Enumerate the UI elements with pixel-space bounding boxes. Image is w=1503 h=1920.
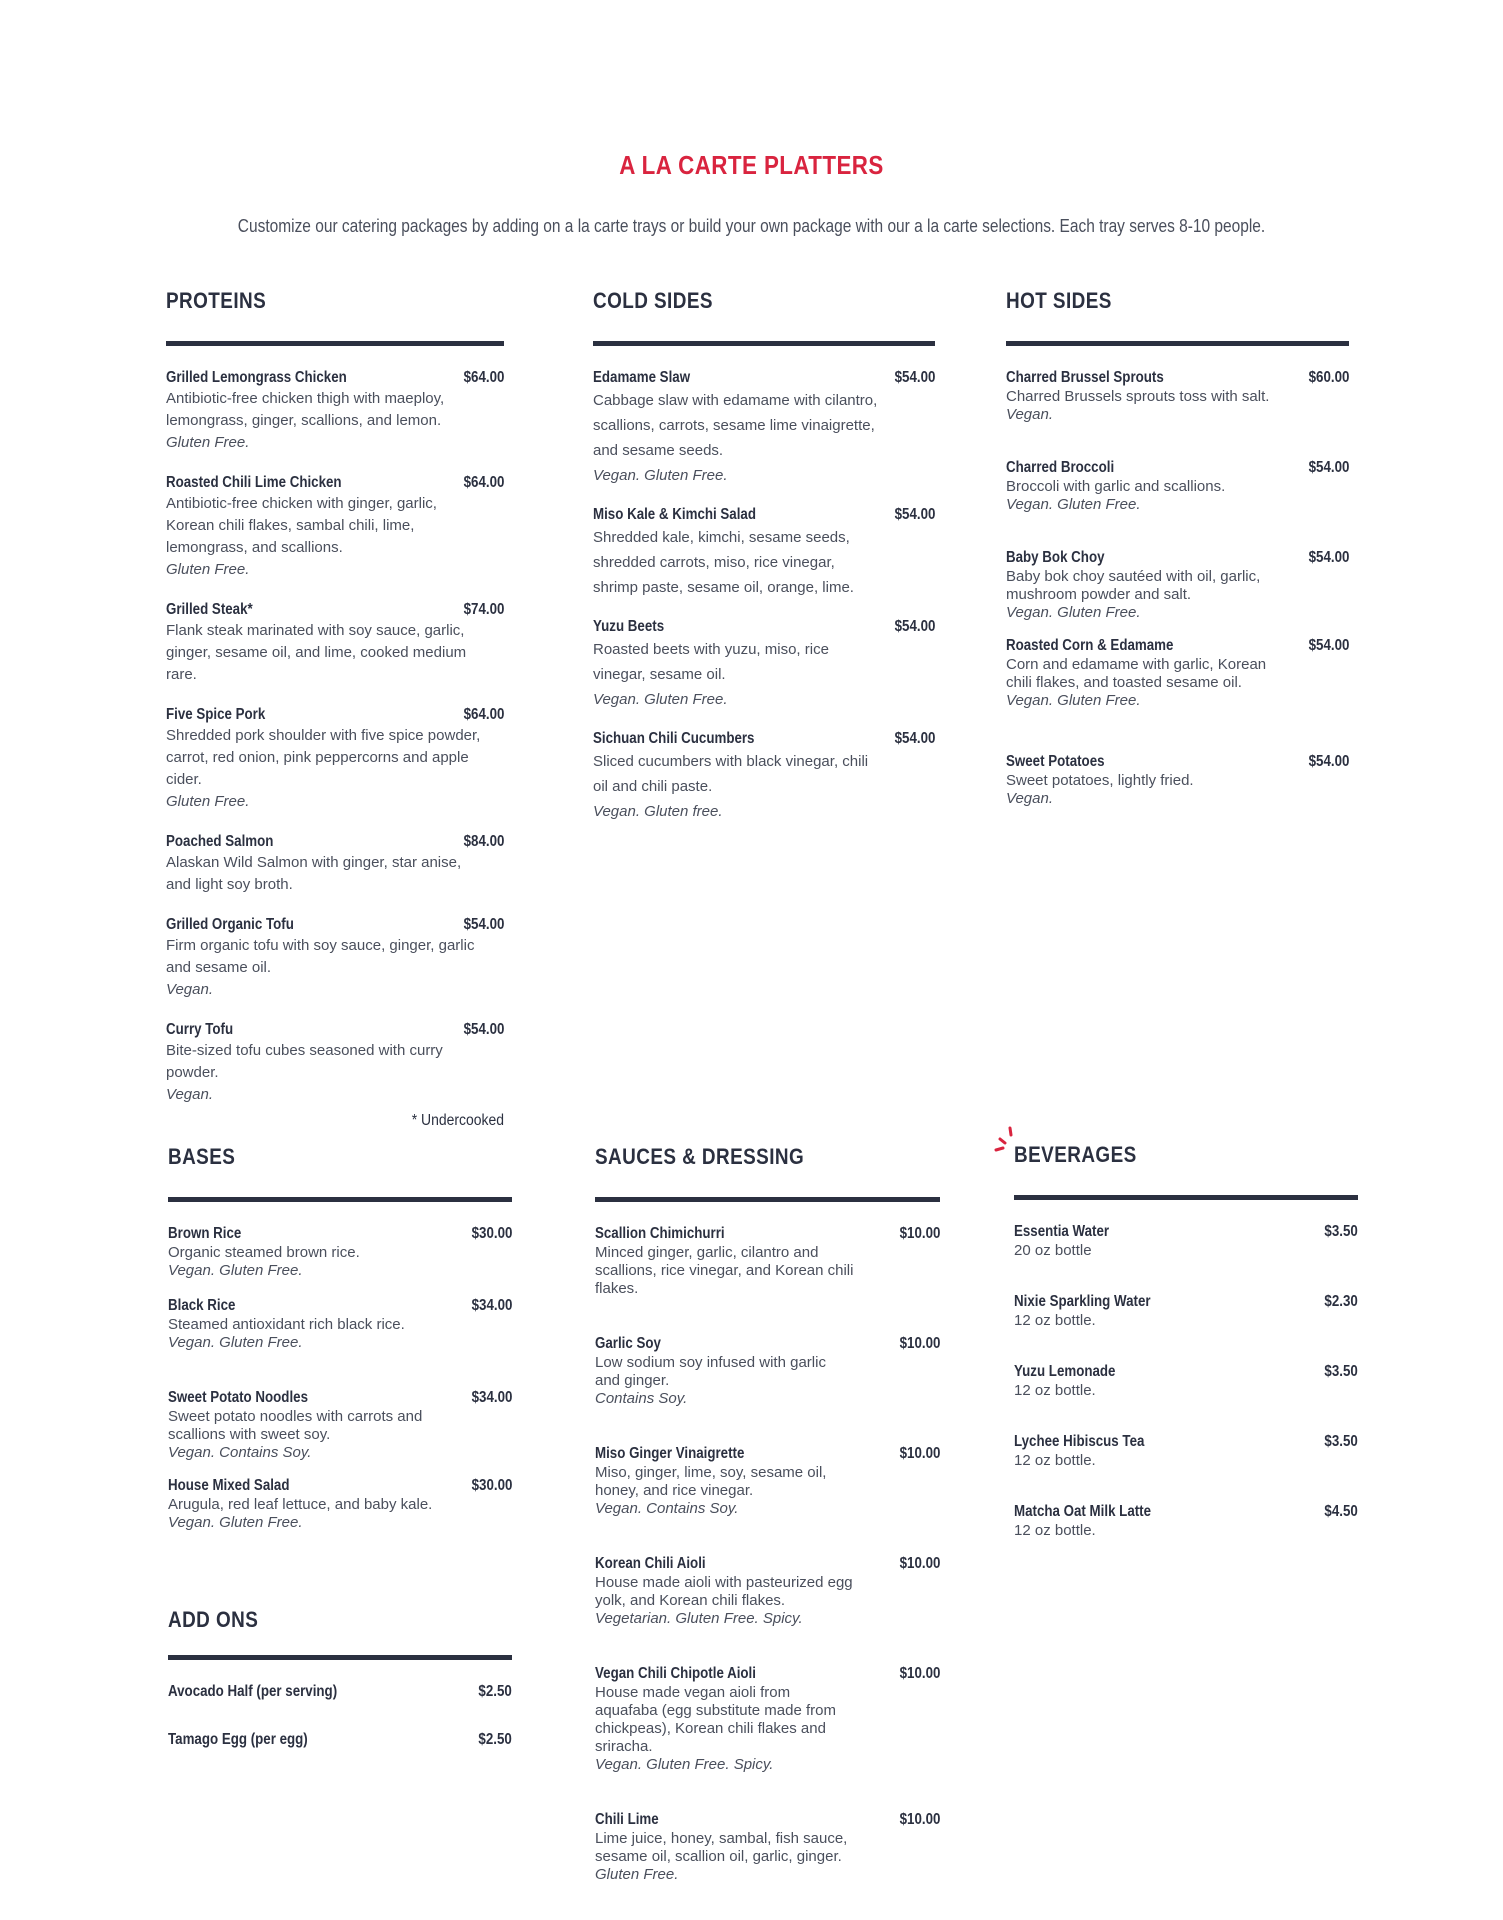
menu-item	[168, 1682, 512, 1702]
item-name: Edamame Slaw	[593, 369, 691, 386]
item-description: Flank steak marinated with soy sauce, garlic, ginger, sesame oil, and lime, cooked medium rare.	[166, 622, 467, 683]
item-dietary-note: Gluten Free.	[166, 434, 250, 451]
item-name: House Mixed Salad	[168, 1477, 290, 1494]
section-heading: PROTEINS	[166, 288, 267, 313]
item-price: $54.00	[894, 730, 935, 747]
item-name: Essentia Water	[1014, 1223, 1110, 1240]
menu-item	[166, 1020, 504, 1106]
item-dietary-note: Vegan. Contains Soy.	[168, 1444, 312, 1461]
item-price: $30.00	[471, 1225, 512, 1242]
menu-item	[1014, 1432, 1358, 1470]
menu-item	[595, 1664, 940, 1774]
item-description: House made vegan aioli from aquafaba (egg substitute made from chickpeas), Korean chili flakes and sriracha.	[595, 1684, 836, 1755]
section-cold-sides	[593, 286, 935, 824]
item-name: Grilled Organic Tofu	[166, 916, 294, 933]
item-description: Organic steamed brown rice.	[168, 1244, 360, 1261]
menu-item	[595, 1224, 940, 1298]
item-dietary-note: Vegan. Gluten Free.	[593, 691, 728, 708]
item-price: $2.50	[478, 1683, 512, 1700]
section-add-ons	[168, 1605, 512, 1750]
item-price: $10.00	[899, 1225, 940, 1242]
item-price: $84.00	[463, 833, 504, 850]
item-price: $2.50	[478, 1731, 512, 1748]
item-price: $34.00	[471, 1297, 512, 1314]
section-heading: BEVERAGES	[1014, 1142, 1137, 1167]
bases-list	[168, 1224, 512, 1532]
menu-item	[168, 1296, 512, 1352]
add-ons-list	[168, 1682, 512, 1750]
item-description: 20 oz bottle	[1014, 1242, 1092, 1259]
item-name: Korean Chili Aioli	[595, 1555, 706, 1572]
item-description: Antibiotic-free chicken with ginger, garlic, Korean chili flakes, sambal chili, lime, lemongrass, and scallions.	[166, 495, 437, 556]
beverages-list	[1014, 1222, 1358, 1540]
item-description: Bite-sized tofu cubes seasoned with curry powder.	[166, 1042, 443, 1081]
menu-item	[1014, 1362, 1358, 1400]
sauces-list	[595, 1224, 940, 1884]
item-price: $54.00	[894, 369, 935, 386]
item-name: Roasted Chili Lime Chicken	[166, 474, 342, 491]
item-name: Yuzu Lemonade	[1014, 1363, 1116, 1380]
item-price: $3.50	[1324, 1433, 1358, 1450]
section-divider	[1006, 341, 1349, 346]
item-price: $54.00	[1308, 637, 1349, 654]
item-description: 12 oz bottle.	[1014, 1382, 1096, 1399]
menu-item	[168, 1224, 512, 1280]
item-description: Sweet potato noodles with carrots and scallions with sweet soy.	[168, 1408, 423, 1443]
item-dietary-note: Vegan.	[1006, 406, 1053, 423]
menu-item	[595, 1810, 940, 1884]
hot-sides-list	[1006, 368, 1349, 808]
item-name: Lychee Hibiscus Tea	[1014, 1433, 1145, 1450]
item-name: Five Spice Pork	[166, 706, 266, 723]
cold-sides-list	[593, 368, 935, 824]
item-dietary-note: Gluten Free.	[166, 561, 250, 578]
item-description: Roasted beets with yuzu, miso, rice vinegar, sesame oil.	[593, 641, 829, 683]
item-dietary-note: Vegan. Gluten Free.	[1006, 692, 1141, 709]
item-dietary-note: Gluten Free.	[166, 793, 250, 810]
item-description: Sliced cucumbers with black vinegar, chili oil and chili paste.	[593, 753, 869, 795]
menu-item	[1006, 458, 1349, 514]
item-description: Cabbage slaw with edamame with cilantro, scallions, carrots, sesame lime vinaigrette, and sesame seeds.	[593, 392, 878, 459]
item-name: Tamago Egg (per egg)	[168, 1731, 308, 1748]
item-name: Matcha Oat Milk Latte	[1014, 1503, 1152, 1520]
menu-item	[593, 729, 935, 824]
menu-item	[1006, 368, 1349, 424]
menu-item	[595, 1334, 940, 1408]
section-heading: HOT SIDES	[1006, 288, 1112, 313]
item-price: $10.00	[899, 1665, 940, 1682]
item-description: Low sodium soy infused with garlic and ginger.	[595, 1354, 826, 1389]
item-name: Baby Bok Choy	[1006, 549, 1105, 566]
item-dietary-note: Vegan. Contains Soy.	[595, 1500, 739, 1517]
item-description: Antibiotic-free chicken thigh with maeploy, lemongrass, ginger, scallions, and lemon.	[166, 390, 445, 429]
proteins-list	[166, 368, 504, 1106]
menu-item	[166, 705, 504, 813]
item-description: 12 oz bottle.	[1014, 1452, 1096, 1469]
section-divider	[1014, 1195, 1358, 1200]
item-name: Poached Salmon	[166, 833, 274, 850]
menu-item	[166, 832, 504, 896]
item-price: $74.00	[463, 601, 504, 618]
item-price: $54.00	[1308, 459, 1349, 476]
menu-item	[1014, 1222, 1358, 1260]
item-price: $54.00	[1308, 753, 1349, 770]
item-description: Shredded pork shoulder with five spice powder, carrot, red onion, pink peppercorns and apple cider.	[166, 727, 481, 788]
item-name: Sweet Potatoes	[1006, 753, 1105, 770]
item-price: $64.00	[463, 706, 504, 723]
section-hot-sides	[1006, 286, 1349, 808]
menu-item	[168, 1388, 512, 1462]
item-name: Yuzu Beets	[593, 618, 665, 635]
menu-item	[166, 600, 504, 686]
item-name: Miso Kale & Kimchi Salad	[593, 506, 756, 523]
menu-item	[1006, 752, 1349, 808]
menu-item	[1006, 548, 1349, 622]
menu-item	[595, 1554, 940, 1628]
item-name: Avocado Half (per serving)	[168, 1683, 338, 1700]
item-name: Grilled Lemongrass Chicken	[166, 369, 347, 386]
item-dietary-note: Vegan. Gluten Free.	[168, 1514, 303, 1531]
menu-item	[593, 368, 935, 488]
section-sauces	[595, 1142, 940, 1884]
item-price: $54.00	[894, 506, 935, 523]
item-dietary-note: Vegan. Gluten Free.	[168, 1262, 303, 1279]
section-beverages	[1014, 1140, 1358, 1540]
section-proteins	[166, 286, 504, 1130]
section-divider	[168, 1655, 512, 1660]
section-divider	[166, 341, 504, 346]
menu-item	[1014, 1502, 1358, 1540]
item-description: Lime juice, honey, sambal, fish sauce, sesame oil, scallion oil, garlic, ginger.	[595, 1830, 848, 1865]
menu-item	[166, 915, 504, 1001]
page-title: A LA CARTE PLATTERS	[619, 150, 884, 180]
item-dietary-note: Vegan.	[1006, 790, 1053, 807]
item-price: $10.00	[899, 1811, 940, 1828]
item-dietary-note: Vegan.	[166, 1086, 213, 1103]
item-price: $54.00	[463, 1021, 504, 1038]
item-dietary-note: Gluten Free.	[595, 1866, 679, 1883]
item-name: Roasted Corn & Edamame	[1006, 637, 1174, 654]
item-name: Charred Brussel Sprouts	[1006, 369, 1164, 386]
item-price: $4.50	[1324, 1503, 1358, 1520]
item-name: Chili Lime	[595, 1811, 659, 1828]
menu-item	[1014, 1292, 1358, 1330]
menu-item	[593, 505, 935, 600]
item-dietary-note: Vegan. Gluten free.	[593, 803, 723, 820]
item-description: Broccoli with garlic and scallions.	[1006, 478, 1226, 495]
item-description: 12 oz bottle.	[1014, 1522, 1096, 1539]
menu-item	[168, 1730, 512, 1750]
footnote: * Undercooked	[411, 1112, 504, 1129]
menu-item	[166, 368, 504, 454]
item-name: Scallion Chimichurri	[595, 1225, 725, 1242]
item-description: Firm organic tofu with soy sauce, ginger, garlic and sesame oil.	[166, 937, 475, 976]
item-price: $60.00	[1308, 369, 1349, 386]
item-dietary-note: Vegan. Gluten Free. Spicy.	[595, 1756, 774, 1773]
menu-item	[166, 473, 504, 581]
item-description: Arugula, red leaf lettuce, and baby kale.	[168, 1496, 433, 1513]
item-price: $54.00	[463, 916, 504, 933]
menu-item	[1006, 636, 1349, 710]
section-bases	[168, 1142, 512, 1532]
item-description: Alaskan Wild Salmon with ginger, star anise, and light soy broth.	[166, 854, 462, 893]
item-price: $64.00	[463, 474, 504, 491]
item-description: Baby bok choy sautéed with oil, garlic, mushroom powder and salt.	[1006, 568, 1261, 603]
item-price: $10.00	[899, 1555, 940, 1572]
menu-item	[593, 617, 935, 712]
item-price: $10.00	[899, 1445, 940, 1462]
item-price: $30.00	[471, 1477, 512, 1494]
item-description: Sweet potatoes, lightly fried.	[1006, 772, 1194, 789]
item-name: Grilled Steak*	[166, 601, 253, 618]
section-divider	[168, 1197, 512, 1202]
menu-item	[168, 1476, 512, 1532]
item-description: Charred Brussels sprouts toss with salt.	[1006, 388, 1270, 405]
item-name: Garlic Soy	[595, 1335, 661, 1352]
item-description: Miso, ginger, lime, soy, sesame oil, honey, and rice vinegar.	[595, 1464, 827, 1499]
menu-item	[595, 1444, 940, 1518]
item-price: $34.00	[471, 1389, 512, 1406]
item-description: Steamed antioxidant rich black rice.	[168, 1316, 405, 1333]
item-description: Minced ginger, garlic, cilantro and scallions, rice vinegar, and Korean chili flakes.	[595, 1244, 854, 1297]
item-description: 12 oz bottle.	[1014, 1312, 1096, 1329]
item-dietary-note: Vegan. Gluten Free.	[168, 1334, 303, 1351]
item-name: Sichuan Chili Cucumbers	[593, 730, 755, 747]
item-price: $54.00	[1308, 549, 1349, 566]
item-name: Nixie Sparkling Water	[1014, 1293, 1151, 1310]
item-name: Charred Broccoli	[1006, 459, 1115, 476]
section-heading: COLD SIDES	[593, 288, 713, 313]
item-price: $10.00	[899, 1335, 940, 1352]
item-dietary-note: Vegan.	[166, 981, 213, 998]
item-dietary-note: Vegetarian. Gluten Free. Spicy.	[595, 1610, 803, 1627]
section-divider	[595, 1197, 940, 1202]
section-heading: BASES	[168, 1144, 236, 1169]
item-name: Curry Tofu	[166, 1021, 234, 1038]
item-dietary-note: Vegan. Gluten Free.	[1006, 496, 1141, 513]
item-price: $3.50	[1324, 1223, 1358, 1240]
item-dietary-note: Vegan. Gluten Free.	[593, 467, 728, 484]
item-price: $3.50	[1324, 1363, 1358, 1380]
item-dietary-note: Vegan. Gluten Free.	[1006, 604, 1141, 621]
intro-text: Customize our catering packages by adding on a la carte trays or build your own package with our a la carte selections. Each tray serves 8-10 people.	[237, 216, 1266, 236]
item-description: House made aioli with pasteurized egg yolk, and Korean chili flakes.	[595, 1574, 853, 1609]
item-name: Miso Ginger Vinaigrette	[595, 1445, 745, 1462]
item-price: $64.00	[463, 369, 504, 386]
item-price: $2.30	[1324, 1293, 1358, 1310]
item-name: Brown Rice	[168, 1225, 242, 1242]
item-dietary-note: Contains Soy.	[595, 1390, 688, 1407]
section-heading: ADD ONS	[168, 1607, 259, 1632]
section-divider	[593, 341, 935, 346]
item-description: Corn and edamame with garlic, Korean chili flakes, and toasted sesame oil.	[1006, 656, 1267, 691]
item-name: Black Rice	[168, 1297, 236, 1314]
item-name: Sweet Potato Noodles	[168, 1389, 308, 1406]
item-price: $54.00	[894, 618, 935, 635]
item-description: Shredded kale, kimchi, sesame seeds, shredded carrots, miso, rice vinegar, shrimp paste, sesame oil, orange, lime.	[593, 529, 854, 596]
section-heading: SAUCES & DRESSING	[595, 1144, 805, 1169]
item-name: Vegan Chili Chipotle Aioli	[595, 1665, 756, 1682]
